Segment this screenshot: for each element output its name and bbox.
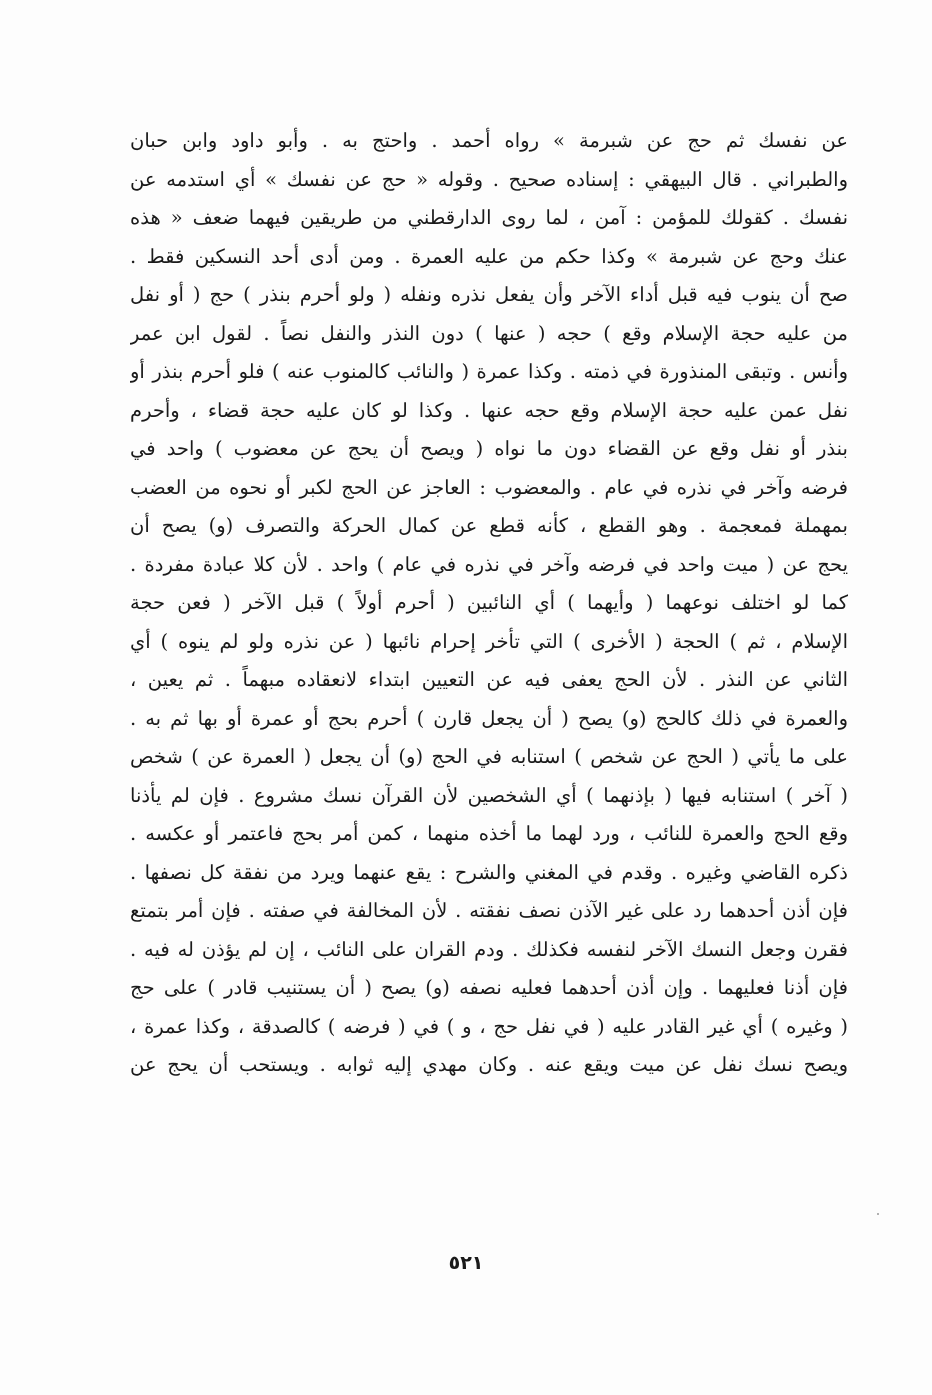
text-line: فإن أذنا فعليهما . وإن أذن أحدهما فعليه نصفه (و) يصح ( أن يستنيب قادر ) على حج [130,976,848,999]
text-line: كما لو اختلف نوعهما ( وأيهما ) أي النائبين ( أحرم أولاً ) قبل الآخر ( فعن حجة [130,591,848,614]
text-line: صح أن ينوب فيه قبل أداء الآخر وأن يفعل نذره ونفله ( ولو أحرم بنذر ) حج ( أو نفل [130,283,848,306]
page-number: ٥٢١ [448,1252,484,1274]
text-line: عن نفسك ثم حج عن شبرمة » رواه أحمد . واحتج به . وأبو داود وابن حبان [130,129,848,152]
text-line: والطبراني . قال البيهقي : إسناده صحيح . وقوله « حج عن نفسك » أي استدمه عن [130,167,848,191]
text-line: بمهملة فمعجمة . وهو القطع ، كأنه قطع عن كمال الحركة والتصرف (و) يصح أن [130,514,848,537]
text-line: وقع الحج والعمرة للنائب ، ورد لهما ما أخذه منهما ، كمن أمر بحج فاعتمر أو عكسه . [130,822,848,845]
text-line: ذكره القاضي وغيره . وقدم في المغني والشرح : يقع عنهما ويرد من نفقة كل نصفها . [130,860,848,884]
text-line: يحج عن ( ميت واحد في فرضه وآخر في نذره في عام ) واحد . لأن كلا عبادة مفردة . [130,552,848,576]
text-line: من عليه حجة الإسلام وقع ) حجه ( عنها ) دون النذر والنفل نصاً . لقول ابن عمر [130,321,848,345]
text-line: ويصح نسك نفل عن ميت ويقع عنه . وكان مهدي إليه ثوابه . ويستحب أن يحج عن [130,1053,848,1076]
scan-speck [877,1213,879,1215]
text-line: فقرن وجعل النسك الآخر لنفسه فكذلك . ودم القران على النائب ، إن لم يؤذن له فيه . [130,937,848,961]
text-line: الإسلام ، ثم ) الحجة ( الأخرى ) التي تأخر إحرام نائبها ( عن نذره ولو لم ينوه ) أي [130,629,848,653]
text-line: ( وغيره ) أي غير القادر عليه ( في نفل حج ، و ) في ( فرضه ) كالصدقة ، وكذا عمرة ، [130,1014,848,1038]
text-line: ( آخر ) استنابه فيها ( بإذنهما ) أي الشخصين لأن القرآن نسك مشروع . فإن لم يأذنا [130,783,848,807]
text-line: نفل عمن عليه حجة الإسلام وقع حجه عنها . وكذا لو كان عليه حجة قضاء ، وأحرم [130,398,848,422]
text-line: فرضه وآخر في نذره في عام . والمعضوب : العاجز عن الحج لكبر أو نحوه من العضب [130,475,848,499]
text-line: فإن أذن أحدهما رد على غير الآذن نصف نفقته . لأن المخالفة في صفته . فإن أمر بتمتع [130,899,848,922]
text-line: نفسك . كقولك للمؤمن : آمن ، لما روى الدارقطني من طريقين فيهما ضعف « هذه [130,206,848,229]
body-text [130,122,848,1085]
text-line: والعمرة في ذلك كالحج (و) يصح ( أن يجعل قارن ) أحرم بحج أو عمرة أو بها ثم به . [130,706,848,730]
text-line: الثاني عن النذر . لأن الحج يعفى فيه عن التعيين ابتداء لانعقاده مبهماً . ثم يعين ، [130,668,848,691]
text-line: بنذر أو نفل وقع عن القضاء دون ما نواه ( ويصح أن يحج عن معضوب ) واحد في [130,437,848,460]
text-line: عنك وحج عن شبرمة » وكذا حكم من عليه العمرة . ومن أدى أحد النسكين فقط . [130,244,848,268]
text-line: وأنس . وتبقى المنذورة في ذمته . وكذا عمرة ( والنائب كالمنوب عنه ) فلو أحرم بنذر أو [130,360,848,383]
text-line: على ما يأتي ( الحج عن شخص ) استنابه في الحج (و) أن يجعل ( العمرة عن ) شخص [130,745,848,768]
